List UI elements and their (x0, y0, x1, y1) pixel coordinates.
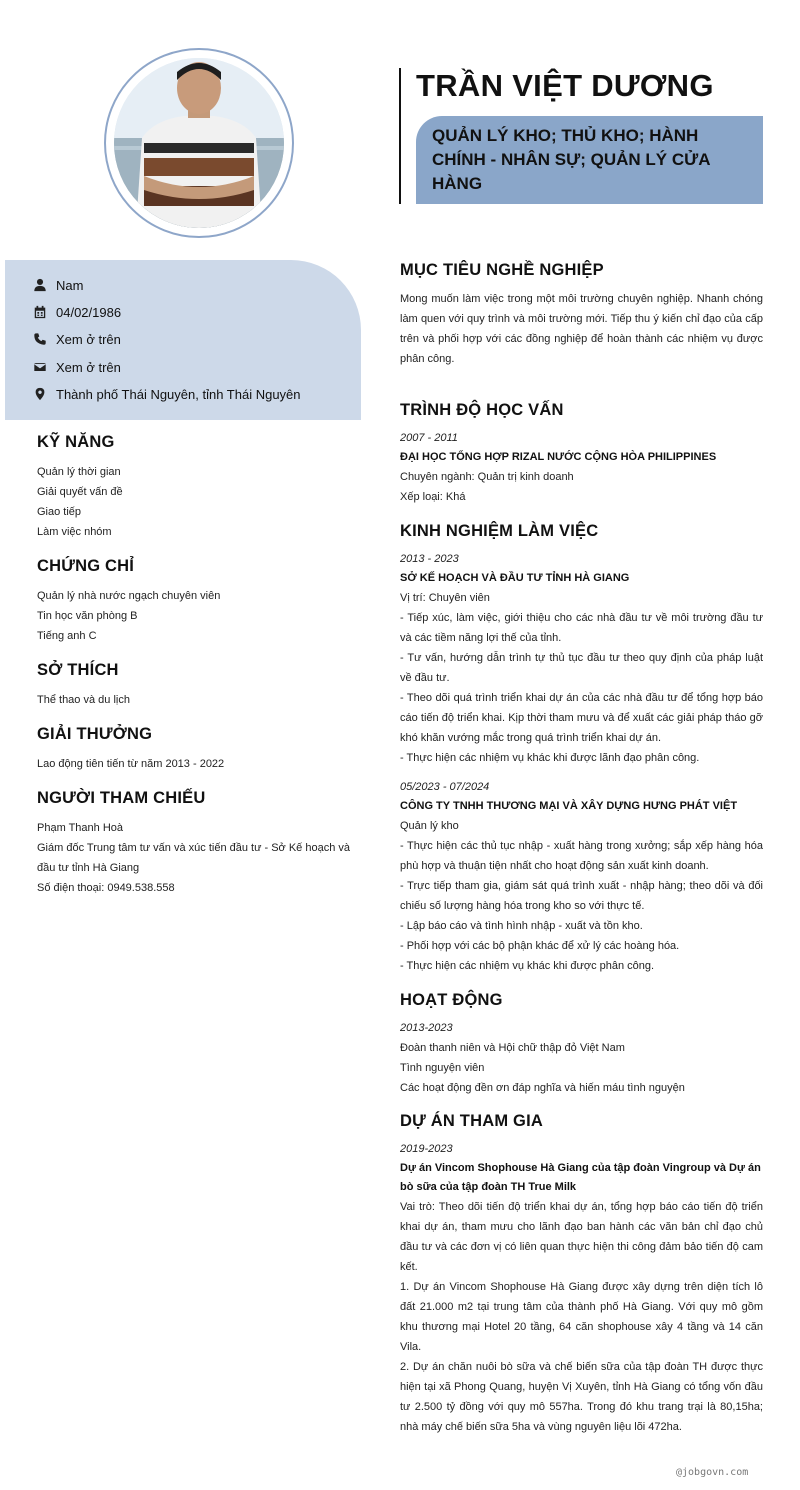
contact-gender (32, 275, 83, 295)
objective-text: Mong muốn làm việc trong một môi trường chuyên nghiệp. Nhanh chóng làm quen với quy trình và môi trường mới. Tiếp thu ý kiến chỉ đạo của cấp trên và phối hợp với các đồng nghiệp để hoàn thành các nhiệm vụ được phân công. (400, 293, 763, 365)
reference-phone: Số điện thoại: 0949.538.558 (37, 882, 175, 894)
education-line: Xếp loại: Khá (400, 491, 466, 503)
references-section (37, 789, 353, 898)
projects-title: DỰ ÁN THAM GIA (400, 1112, 543, 1130)
hobbies-section (37, 661, 357, 710)
activities-section (400, 991, 763, 1098)
job-line: Quản lý kho (400, 820, 459, 832)
phone-icon (32, 331, 48, 347)
profile-photo (114, 58, 284, 228)
person-icon (32, 277, 48, 293)
experience-title: KINH NGHIỆM LÀM VIỆC (400, 522, 599, 540)
experience-job (400, 778, 763, 976)
education-line: Chuyên ngành: Quản trị kinh doanh (400, 471, 574, 483)
reference-name: Phạm Thanh Hoà (37, 822, 124, 834)
job-line: - Tiếp xúc, làm việc, giới thiệu cho các nhà đầu tư về môi trường đầu tư và các tiềm năng lợi thế của tỉnh. (400, 612, 763, 644)
award-item: Lao động tiên tiến từ năm 2013 - 2022 (37, 758, 225, 770)
job-company: CÔNG TY TNHH THƯƠNG MẠI VÀ XÂY DỰNG HƯNG PHÁT VIỆT (400, 800, 738, 812)
certificate-item: Tin học văn phòng B (37, 610, 138, 622)
contact-birthday (32, 302, 121, 322)
skills-title: KỸ NĂNG (37, 433, 115, 451)
skill-item: Quản lý thời gian (37, 466, 121, 478)
person-portrait-image (114, 58, 284, 228)
awards-section (37, 725, 357, 774)
name-accent-bar (399, 68, 401, 204)
job-line: - Tư vấn, hướng dẫn trình tự thủ tục đầu tư theo quy định của pháp luật về đầu tư. (400, 652, 763, 684)
job-company: SỞ KẾ HOẠCH VÀ ĐẦU TƯ TỈNH HÀ GIANG (400, 572, 630, 584)
experience-job (400, 550, 763, 768)
project-name: Dự án Vincom Shophouse Hà Giang của tập đoàn Vingroup và Dự án bò sữa của tập đoàn TH True Milk (400, 1162, 761, 1193)
certificates-section (37, 557, 357, 646)
project-line: 1. Dự án Vincom Shophouse Hà Giang được xây dựng trên diện tích lô đất 21.000 m2 tại trung tâm của thành phố Hà Giang. Với quy mô gồm khu thương mại Hotel 20 tầng, 64 căn shophouse xây 4 tầng và 14 căn Vila. (400, 1281, 763, 1353)
job-line: - Theo dõi quá trình triển khai dự án của các nhà đầu tư để tổng hợp báo cáo tiến độ triển khai. Kịp thời tham mưu và để xuất các giải pháp tháo gỡ khó khăn vướng mắc trong quá trình triển khai dự án. (400, 692, 763, 744)
calendar-icon (32, 304, 48, 320)
hobby-item: Thể thao và du lịch (37, 694, 130, 706)
education-school: ĐẠI HỌC TỔNG HỢP RIZAL NƯỚC CỘNG HÒA PHILIPPINES (400, 451, 717, 463)
contact-phone (32, 329, 121, 349)
watermark: @jobgovn.com (676, 1467, 749, 1478)
awards-title: GIẢI THƯỞNG (37, 725, 153, 743)
hobbies-title: SỞ THÍCH (37, 661, 119, 679)
job-line: - Thực hiện các nhiệm vụ khác khi được phân công. (400, 960, 655, 972)
certificate-item: Quản lý nhà nước ngạch chuyên viên (37, 590, 221, 602)
job-line: - Lập báo cáo và tình hình nhập - xuất và tồn kho. (400, 920, 643, 932)
certificate-item: Tiếng anh C (37, 630, 97, 642)
job-line: - Thực hiện các thủ tục nhập - xuất hàng trong xưởng; sắp xếp hàng hóa phù hợp và thuận tiện nhất cho hoạt động sản xuất kinh doanh. (400, 840, 763, 872)
activities-title: HOẠT ĐỘNG (400, 991, 503, 1009)
phone-value: Xem ở trên (56, 331, 121, 347)
education-period: 2007 - 2011 (400, 432, 458, 444)
projects-section (400, 1112, 763, 1437)
skill-item: Giao tiếp (37, 506, 82, 518)
skill-item: Giải quyết vấn đề (37, 486, 123, 498)
contact-email (32, 357, 121, 377)
education-section (400, 401, 763, 507)
certificates-title: CHỨNG CHỈ (37, 557, 135, 575)
birthday-value: 04/02/1986 (56, 304, 122, 320)
job-title: QUẢN LÝ KHO; THỦ KHO; HÀNH CHÍNH - NHÂN SỰ; QUẢN LÝ CỬA HÀNG (432, 126, 710, 193)
education-title: TRÌNH ĐỘ HỌC VẤN (400, 401, 564, 419)
project-period: 2019-2023 (400, 1143, 453, 1155)
email-value: Xem ở trên (56, 359, 121, 375)
mail-icon (32, 359, 48, 375)
activity-line: Tình nguyện viên (400, 1062, 485, 1074)
job-period: 2013 - 2023 (400, 553, 459, 565)
job-title-box (416, 116, 763, 204)
job-line: - Phối hợp với các bộ phận khác để xử lý các hoàng hóa. (400, 940, 680, 952)
location-pin-icon (32, 386, 48, 402)
job-period: 05/2023 - 07/2024 (400, 781, 490, 793)
activity-line: Đoàn thanh niên và Hội chữ thập đỏ Việt Nam (400, 1042, 625, 1054)
project-line: 2. Dự án chăn nuôi bò sữa và chế biến sữa của tập đoàn TH được thực hiện tại xã Phong Quang, huyện Vị Xuyên, tỉnh Hà Giang có tổng vốn đầu tư 2.500 tỷ đồng với quy mô 557ha. Trong đó khu trang trại là 80,15ha; nhà máy chế biến sữa 5ha và vùng nguyên liệu lõi 472ha. (400, 1361, 763, 1433)
project-line: Vai trò: Theo dõi tiến độ triển khai dự án, tổng hợp báo cáo tiến độ triển khai dự án, tham mưu cho lãnh đạo ban hành các văn bản chỉ đạo chủ đầu tư và các đơn vị có liên quan thực hiện thi công đảm bảo tiến độ cam kết. (400, 1201, 763, 1273)
job-line: Vị trí: Chuyên viên (400, 592, 490, 604)
objective-section (400, 261, 763, 369)
objective-title: MỤC TIÊU NGHỀ NGHIỆP (400, 261, 604, 279)
address-value: Thành phố Thái Nguyên, tỉnh Thái Nguyên (56, 386, 301, 402)
profile-photo-frame (104, 48, 294, 238)
activity-line: Các hoạt động đền ơn đáp nghĩa và hiến máu tình nguyện (400, 1082, 685, 1094)
gender-value: Nam (56, 277, 84, 293)
activities-period: 2013-2023 (400, 1022, 453, 1034)
experience-section (400, 522, 763, 976)
job-line: - Thực hiện các nhiệm vụ khác khi được lãnh đạo phân công. (400, 752, 700, 764)
job-line: - Trực tiếp tham gia, giám sát quá trình xuất - nhập hàng; theo dõi và đối chiếu số lượng hàng hóa trong kho so với thực tế. (400, 880, 763, 912)
references-title: NGƯỜI THAM CHIẾU (37, 789, 206, 807)
reference-position: Giám đốc Trung tâm tư vấn và xúc tiến đầu tư - Sở Kế hoạch và đầu tư tỉnh Hà Giang (37, 842, 350, 874)
skills-section (37, 433, 357, 542)
candidate-name: TRẦN VIỆT DƯƠNG (416, 68, 714, 103)
contact-address (32, 384, 301, 404)
skill-item: Làm việc nhóm (37, 526, 112, 538)
